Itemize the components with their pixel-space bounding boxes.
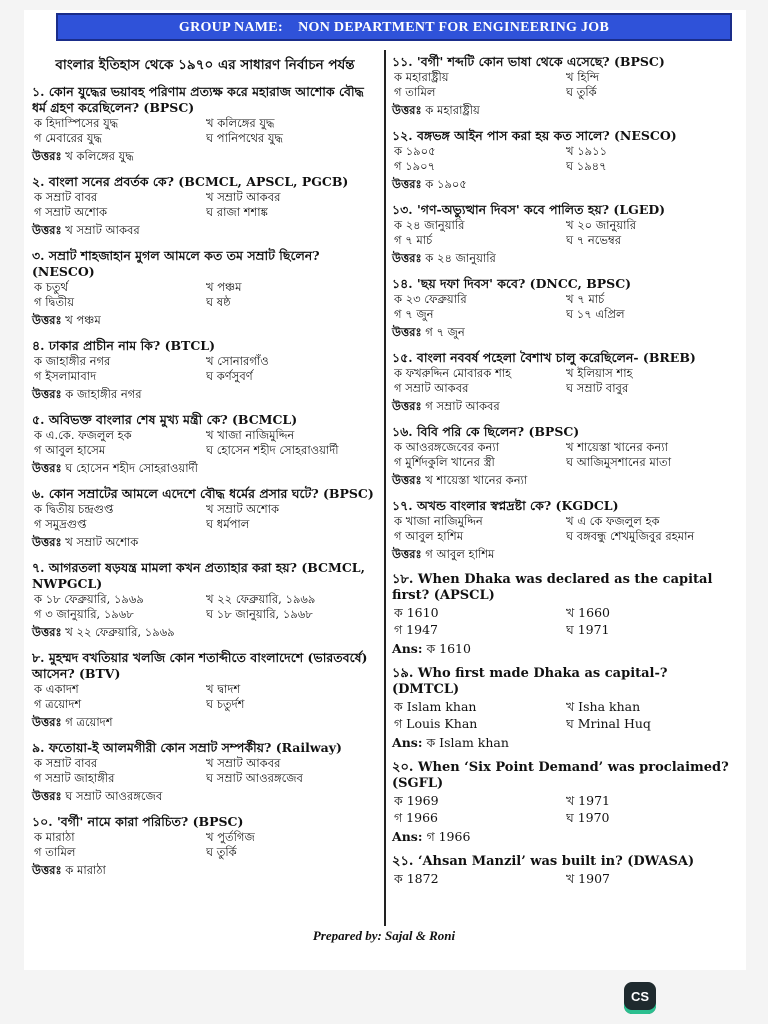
answer-label: উত্তরঃ [32, 387, 62, 401]
answer-option: গ আবুল হাশিম [394, 529, 464, 543]
answer-label: উত্তরঃ [392, 177, 422, 191]
section-title: বাংলার ইতিহাস থেকে ১৯৭০ এর সাধারণ নির্বাচন পর্যন্ত [55, 57, 355, 73]
answer-option: ক 1610 [394, 605, 439, 620]
answer-value: গ আবুল হাশিম [425, 547, 495, 561]
answer-option: খ সম্রাট অশোক [206, 502, 280, 516]
answer-option: ঘ পানিপথের যুদ্ধ [206, 131, 283, 145]
question-text: ১৭. অখন্ড বাংলার স্বপ্নদ্রষ্টা কে? (KGDCL) [392, 498, 619, 513]
answer-value: গ ত্রয়োদশ [65, 715, 113, 729]
answer-label: উত্তরঃ [392, 547, 422, 561]
options-grid [392, 792, 738, 826]
answer-label: উত্তরঃ [32, 789, 62, 803]
answer-option: খ দ্বাদশ [206, 682, 241, 696]
answer-line [392, 177, 738, 192]
answer-label: উত্তরঃ [392, 103, 422, 117]
answer-option: ক Islam khan [394, 699, 477, 714]
answer-value: ক মারাঠা [65, 863, 106, 877]
answer-label: উত্তরঃ [32, 625, 62, 639]
answer-option: ঘ তুর্কি [566, 85, 597, 99]
question-item [392, 572, 738, 656]
answer-line [32, 535, 378, 550]
question-item [392, 760, 738, 844]
group-name: NON DEPARTMENT FOR ENGINEERING JOB [298, 20, 610, 35]
answer-value: গ ৭ জুন [425, 325, 465, 339]
answer-label: উত্তরঃ [392, 399, 422, 413]
question-text: ১৯. Who first made Dhaka as capital-? (DMTCL) [392, 666, 668, 697]
answer-value: খ কলিঙ্গের যুদ্ধ [65, 149, 134, 163]
question-item [32, 740, 378, 804]
question-item [392, 276, 738, 340]
question-text: ১০. 'বর্গী' নামে কারা পরিচিত? (BPSC) [32, 814, 244, 829]
answer-option: গ 1947 [394, 622, 438, 637]
camscanner-logo: CS [624, 982, 656, 1014]
question-text: ৮. মুহম্মদ বখতিয়ার খলজি কোন শতাব্দীতে বাংলাদেশে (ভারতবর্ষে) আসেন? (BTV) [32, 650, 368, 681]
answer-option: ঘ Mrinal Huq [566, 716, 651, 731]
answer-option: খ 1971 [566, 793, 610, 808]
question-text: ১১. 'বর্গী' শব্দটি কোন ভাষা থেকে এসেছে? (BPSC) [392, 54, 665, 69]
question-item [32, 338, 378, 402]
options-grid [392, 218, 738, 248]
answer-option: ক মহারাষ্ট্রীয় [394, 70, 449, 84]
left-question-list [32, 84, 378, 878]
answer-line [32, 715, 378, 730]
answer-line [392, 399, 738, 414]
answer-option: গ সমুদ্রগুপ্ত [34, 517, 87, 531]
answer-option: ঘ 1971 [566, 622, 610, 637]
question-item [392, 202, 738, 266]
answer-option: গ সম্রাট জাহাঙ্গীর [34, 771, 115, 785]
question-text: ২. বাংলা সনের প্রবর্তক কে? (BCMCL, APSCL, PGCB) [32, 174, 349, 189]
answer-option: ঘ ৭ নভেম্বর [566, 233, 622, 247]
answer-option: ঘ হোসেন শহীদ সোহরাওয়ার্দী [206, 443, 339, 457]
answer-option: ক একাদশ [34, 682, 79, 696]
answer-option: ক ১৯০৫ [394, 144, 436, 158]
options-grid [392, 440, 738, 470]
answer-option: ঘ 1970 [566, 810, 610, 825]
answer-option: গ তামিল [394, 85, 436, 99]
answer-option: গ মেবারের যুদ্ধ [34, 131, 102, 145]
answer-line [32, 387, 378, 402]
answer-label: Ans: [392, 735, 423, 750]
answer-line [32, 789, 378, 804]
question-item [392, 666, 738, 750]
answer-option: ক 1969 [394, 793, 439, 808]
answer-option: গ ৩ জানুয়ারি, ১৯৬৮ [34, 607, 134, 621]
answer-line [32, 625, 378, 640]
answer-option: খ ইলিয়াস শাহ [566, 366, 633, 380]
options-grid [32, 682, 378, 712]
answer-label: উত্তরঃ [392, 251, 422, 265]
right-question-list [392, 54, 738, 887]
answer-option: ক জাহাঙ্গীর নগর [34, 354, 111, 368]
question-text: ৫. অবিভক্ত বাংলার শেষ মুখ্য মন্ত্রী কে? (BCMCL) [32, 412, 298, 427]
answer-line [32, 223, 378, 238]
question-text: ৬. কোন সম্রাটের আমলে এদেশে বৌদ্ধ ধর্মের প্রসার ঘটে? (BPSC) [32, 486, 374, 501]
options-grid [32, 756, 378, 786]
answer-option: খ শায়েস্তা খানের কন্যা [566, 440, 668, 454]
options-grid [32, 592, 378, 622]
answer-option: খ 1907 [566, 871, 610, 886]
answer-option: ক সম্রাট বাবর [34, 190, 98, 204]
options-grid [32, 830, 378, 860]
answer-value: ক জাহাঙ্গীর নগর [65, 387, 142, 401]
question-text: ৪. ঢাকার প্রাচীন নাম কি? (BTCL) [32, 338, 216, 353]
answer-value: খ সম্রাট অশোক [65, 535, 139, 549]
answer-option: ঘ রাজা শশাঙ্ক [206, 205, 268, 219]
answer-option: গ 1966 [394, 810, 438, 825]
answer-option: ক 1872 [394, 871, 439, 886]
left-column [32, 54, 378, 888]
options-grid [32, 190, 378, 220]
question-item [32, 174, 378, 238]
answer-label: উত্তরঃ [32, 535, 62, 549]
answer-line [392, 473, 738, 488]
answer-option: খ ২০ জানুয়ারি [566, 218, 637, 232]
answer-option: খ পঞ্চম [206, 280, 242, 294]
answer-option: খ কলিঙ্গের যুদ্ধ [206, 116, 275, 130]
answer-option: ক খাজা নাজিমুদ্দিন [394, 514, 483, 528]
question-text: ১৫. বাংলা নববর্ষ পহেলা বৈশাখ চালু করেছিলেন- (BREB) [392, 350, 696, 365]
answer-label: Ans: [392, 641, 423, 656]
answer-value: ক ১৯০৫ [425, 177, 467, 191]
answer-option: খ ২২ ফেব্রুয়ারি, ১৯৬৯ [206, 592, 316, 606]
answer-option: গ সম্রাট আকবর [394, 381, 469, 395]
options-grid [32, 502, 378, 532]
answer-option: ঘ তুর্কি [206, 845, 237, 859]
answer-line [392, 547, 738, 562]
answer-option: ক ২৪ জানুয়ারি [394, 218, 465, 232]
answer-value: ক Islam khan [426, 735, 509, 750]
options-grid [392, 870, 738, 887]
options-grid [32, 116, 378, 146]
question-text: ১২. বঙ্গভঙ্গ আইন পাস করা হয় কত সালে? (NESCO) [392, 128, 677, 143]
answer-line [32, 313, 378, 328]
answer-option: ক আওরঙ্গজেবের কন্যা [394, 440, 500, 454]
question-text: ১৩. 'গণ-অভ্যুত্থান দিবস' কবে পালিত হয়? (LGED) [392, 202, 666, 217]
answer-line [392, 641, 738, 656]
answer-value: ক ২৪ জানুয়ারি [425, 251, 496, 265]
question-text: ১৪. 'ছয় দফা দিবস' কবে? (DNCC, BPSC) [392, 276, 632, 291]
answer-option: খ পুর্তগিজ [206, 830, 255, 844]
answer-line [392, 251, 738, 266]
answer-option: খ হিন্দি [566, 70, 600, 84]
question-item [32, 814, 378, 878]
answer-option: ঘ ধর্মপাল [206, 517, 250, 531]
answer-option: ক সম্রাট বাবর [34, 756, 98, 770]
answer-option: খ এ কে ফজলুল হক [566, 514, 660, 528]
answer-option: ক ১৮ ফেব্রুয়ারি, ১৯৬৯ [34, 592, 144, 606]
answer-option: ঘ ১৮ জানুয়ারি, ১৯৬৮ [206, 607, 313, 621]
answer-option: ঘ ১৭ এপ্রিল [566, 307, 625, 321]
question-item [32, 248, 378, 328]
answer-option: ক চতুর্থ [34, 280, 68, 294]
answer-option: ক ফখরুদ্দিন মোবারক শাহ [394, 366, 512, 380]
options-grid [32, 428, 378, 458]
question-item [392, 350, 738, 414]
question-text: ১. কোন যুদ্ধের ভয়াবহ পরিণাম প্রত্যক্ষ করে মহারাজ আশোক বৌদ্ধ ধর্ম গ্রহণ করেছিলেন? (BPSC) [32, 84, 364, 115]
answer-option: ঘ কর্ণসুবর্ণ [206, 369, 253, 383]
options-grid [392, 144, 738, 174]
answer-option: ঘ আজিমুসশানের মাতা [566, 455, 672, 469]
answer-option: খ সোনারগাঁও [206, 354, 269, 368]
answer-label: উত্তরঃ [32, 715, 62, 729]
answer-option: খ ১৯১১ [566, 144, 608, 158]
answer-option: ক দ্বিতীয় চন্দ্রগুপ্ত [34, 502, 114, 516]
question-item [32, 560, 378, 640]
answer-option: গ তামিল [34, 845, 76, 859]
answer-line [392, 829, 738, 844]
question-text: ২১. ‘Ahsan Manzil’ was built in? (DWASA) [392, 854, 695, 869]
answer-option: ক ২৩ ফেব্রুয়ারি [394, 292, 467, 306]
options-grid [392, 292, 738, 322]
answer-value: ক মহারাষ্ট্রীয় [425, 103, 480, 117]
answer-label: উত্তরঃ [32, 863, 62, 877]
document-page [24, 10, 746, 970]
answer-line [392, 103, 738, 118]
answer-label: উত্তরঃ [392, 325, 422, 339]
question-item [32, 412, 378, 476]
answer-label: উত্তরঃ [32, 313, 62, 327]
question-text: ৩. সম্রাট শাহজাহান মুগল আমলে কত তম সম্রাট ছিলেন? (NESCO) [32, 248, 320, 279]
answer-value: গ সম্রাট আকবর [425, 399, 500, 413]
answer-option: গ আবুল হাসেম [34, 443, 106, 457]
answer-option: গ মুর্শিদকুলি খানের স্ত্রী [394, 455, 495, 469]
answer-value: ঘ হোসেন শহীদ সোহরাওয়ার্দী [65, 461, 198, 475]
answer-option: ঘ সম্রাট বাবুর [566, 381, 629, 395]
answer-option: ঘ বঙ্গবন্ধু শেখমুজিবুর রহমান [566, 529, 695, 543]
question-item [32, 84, 378, 164]
answer-option: গ ইসলামাবাদ [34, 369, 97, 383]
answer-line [392, 325, 738, 340]
options-grid [392, 514, 738, 544]
answer-option: গ সম্রাট অশোক [34, 205, 108, 219]
answer-value: খ পঞ্চম [65, 313, 101, 327]
question-text: ৯. ফতোয়া-ই আলমগীরী কোন সম্রাট সম্পর্কীয়? (Railway) [32, 740, 342, 755]
question-text: ৭. আগরতলা ষড়যন্ত্র মামলা কখন প্রত্যাহার করা হয়? (BCMCL, NWPGCL) [32, 560, 365, 591]
answer-label: উত্তরঃ [32, 149, 62, 163]
answer-value: খ ২২ ফেব্রুয়ারি, ১৯৬৯ [65, 625, 175, 639]
options-grid [32, 354, 378, 384]
answer-option: ঘ সম্রাট আওরঙ্গজেব [206, 771, 303, 785]
answer-option: ক মারাঠা [34, 830, 75, 844]
answer-option: গ দ্বিতীয় [34, 295, 75, 309]
options-grid [392, 604, 738, 638]
column-divider [384, 50, 386, 926]
answer-line [32, 149, 378, 164]
group-label: GROUP NAME: [178, 20, 283, 35]
options-grid [32, 280, 378, 310]
answer-option: গ ১৯০৭ [394, 159, 436, 173]
answer-option: ক এ.কে. ফজলুল হক [34, 428, 132, 442]
question-text: ১৬. বিবি পরি কে ছিলেন? (BPSC) [392, 424, 580, 439]
question-text: ২০. When ‘Six Point Demand’ was proclaimed? (SGFL) [392, 760, 729, 791]
answer-label: উত্তরঃ [32, 461, 62, 475]
answer-option: গ ৭ মার্চ [394, 233, 433, 247]
answer-option: ঘ চতুর্দশ [206, 697, 245, 711]
answer-value: ক 1610 [426, 641, 471, 656]
options-grid [392, 366, 738, 396]
options-grid [392, 698, 738, 732]
question-item [32, 486, 378, 550]
question-item [32, 650, 378, 730]
group-name-banner [56, 13, 732, 41]
answer-line [392, 735, 738, 750]
question-item [392, 498, 738, 562]
answer-value: খ শায়েস্তা খানের কন্যা [425, 473, 528, 487]
answer-value: খ সম্রাট আকবর [65, 223, 140, 237]
answer-option: খ Isha khan [566, 699, 641, 714]
prepared-by-footer: Prepared by: Sajal & Roni [312, 928, 456, 943]
answer-option: খ 1660 [566, 605, 610, 620]
answer-option: ক হিদাস্পিসের যুদ্ধ [34, 116, 119, 130]
options-grid [392, 70, 738, 100]
answer-option: গ Louis Khan [394, 716, 478, 731]
answer-option: খ সম্রাট আকবর [206, 190, 281, 204]
answer-option: খ ৭ মার্চ [566, 292, 605, 306]
answer-option: গ ৭ জুন [394, 307, 434, 321]
answer-line [32, 863, 378, 878]
answer-option: ঘ ষষ্ঠ [206, 295, 231, 309]
question-item [392, 128, 738, 192]
question-item [392, 424, 738, 488]
answer-label: উত্তরঃ [392, 473, 422, 487]
answer-option: গ ত্রয়োদশ [34, 697, 82, 711]
answer-option: খ সম্রাট আকবর [206, 756, 281, 770]
answer-option: খ খাজা নাজিমুদ্দিন [206, 428, 295, 442]
answer-value: গ 1966 [426, 829, 471, 844]
answer-option: ঘ ১৯৪৭ [566, 159, 607, 173]
question-item [392, 854, 738, 887]
answer-label: Ans: [392, 829, 423, 844]
answer-line [32, 461, 378, 476]
question-item [392, 54, 738, 118]
answer-value: ঘ সম্রাট আওরঙ্গজেব [65, 789, 163, 803]
right-column [392, 54, 738, 897]
question-text: ১৮. When Dhaka was declared as the capital first? (APSCL) [392, 572, 713, 603]
answer-label: উত্তরঃ [32, 223, 62, 237]
